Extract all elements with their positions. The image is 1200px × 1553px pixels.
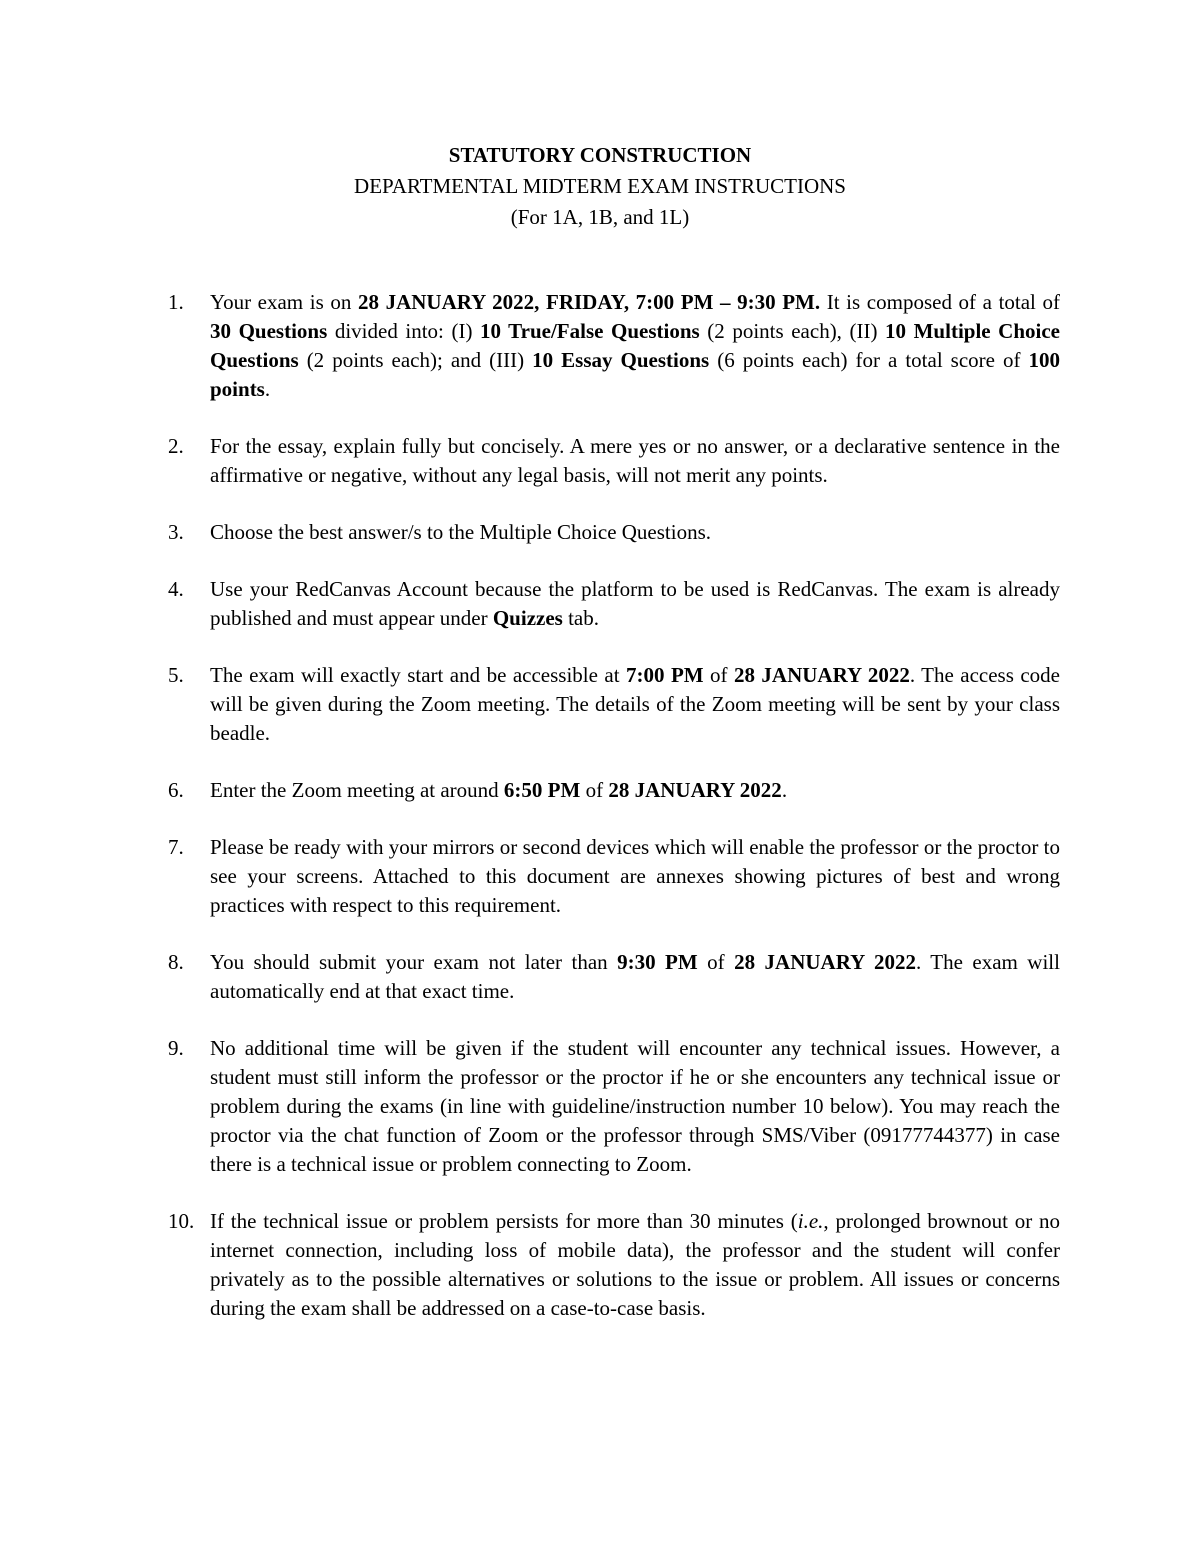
- instruction-item: [168, 833, 1060, 920]
- instruction-item: [168, 661, 1060, 748]
- text-segment: . The access code will be given during the Zoom meeting. The details of the Zoom meeting will be sent by your class beadle.: [210, 663, 1060, 745]
- text-segment: Use your RedCanvas Account because the platform to be used is RedCanvas. The exam is already published and must appear under: [210, 577, 1060, 630]
- instruction-number: 7.: [168, 835, 184, 859]
- emphasis-text: 28 JANUARY 2022, FRIDAY, 7:00 PM – 9:30 PM.: [357, 290, 821, 314]
- text-segment: Your exam is on: [210, 290, 358, 314]
- text-segment: , prolonged brownout or no internet connection, including loss of mobile data), the professor and the student will confer privately as to the possible alternatives or solutions to the issue or problem. All issues or concerns during the exam shall be addressed on a case-to-case basis.: [210, 1209, 1060, 1320]
- emphasis-text: 7:00 PM: [626, 663, 704, 687]
- instruction-number: 4.: [168, 577, 184, 601]
- text-segment: If the technical issue or problem persists for more than 30 minutes (: [210, 1209, 798, 1233]
- instruction-item: [168, 288, 1060, 404]
- text-segment: of: [703, 663, 734, 687]
- text-segment: Enter the Zoom meeting at around: [210, 778, 504, 802]
- instruction-text: [210, 661, 1060, 748]
- emphasis-text: 10 Multiple Choice Questions: [210, 319, 1060, 372]
- instruction-item: [168, 1207, 1060, 1323]
- instruction-number: 10.: [168, 1209, 195, 1233]
- instruction-number: 5.: [168, 663, 184, 687]
- text-segment: . The exam will automatically end at that exact time.: [210, 950, 1060, 1003]
- document-header: [0, 140, 1200, 233]
- text-segment: (2 points each); and (III): [298, 348, 533, 372]
- instruction-text: [210, 432, 1060, 490]
- text-segment: You should submit your exam not later than: [210, 950, 618, 974]
- instruction-number: 1.: [168, 290, 184, 314]
- emphasis-text: 9:30 PM: [617, 950, 698, 974]
- text-segment: Choose the best answer/s to the Multiple Choice Questions.: [210, 520, 712, 544]
- emphasis-text: 30 Questions: [210, 319, 328, 343]
- instruction-text: [210, 948, 1060, 1006]
- emphasis-text: 6:50 PM: [503, 778, 581, 802]
- text-segment: .: [781, 778, 788, 802]
- instruction-list: [168, 288, 1060, 1351]
- text-segment: divided into: (I): [327, 319, 480, 343]
- document-title: STATUTORY CONSTRUCTION: [448, 143, 752, 167]
- text-segment: The exam will exactly start and be accessible at: [210, 663, 626, 687]
- instruction-number: 3.: [168, 520, 184, 544]
- instruction-number: 6.: [168, 778, 184, 802]
- emphasis-text: 28 JANUARY 2022: [608, 778, 782, 802]
- instruction-item: [168, 575, 1060, 633]
- text-segment: .: [264, 377, 271, 401]
- instruction-text: [210, 288, 1060, 404]
- instruction-text: [210, 1034, 1060, 1179]
- emphasis-text: 10 Essay Questions: [532, 348, 710, 372]
- document-subtitle: DEPARTMENTAL MIDTERM EXAM INSTRUCTIONS: [354, 174, 846, 198]
- instruction-text: [210, 776, 1060, 805]
- text-segment: For the essay, explain fully but concisely. A mere yes or no answer, or a declarative sentence in the affirmative or negative, without any legal basis, will not merit any points.: [210, 434, 1060, 487]
- emphasis-text: 10 True/False Questions: [480, 319, 700, 343]
- instruction-text: [210, 1207, 1060, 1323]
- italic-text: i.e.: [797, 1209, 824, 1233]
- text-segment: of: [697, 950, 735, 974]
- text-segment: Please be ready with your mirrors or second devices which will enable the professor or the proctor to see your screens. Attached to this document are annexes showing pictures of best and wrong practices with respect to this requirement.: [210, 835, 1060, 917]
- text-segment: It is composed of a total of: [820, 290, 1060, 314]
- text-segment: (2 points each), (II): [699, 319, 886, 343]
- emphasis-text: 28 JANUARY 2022: [733, 663, 910, 687]
- instruction-text: [210, 518, 1060, 547]
- text-segment: (6 points each) for a total score of: [709, 348, 1029, 372]
- instruction-number: 2.: [168, 434, 184, 458]
- emphasis-text: Quizzes: [492, 606, 563, 630]
- text-segment: of: [580, 778, 609, 802]
- instruction-number: 9.: [168, 1036, 184, 1060]
- text-segment: No additional time will be given if the student will encounter any technical issues. However, a student must still inform the professor or the proctor if he or she encounters any technical issue or problem during the exams (in line with guideline/instruction number 10 below). You may reach the proctor via the chat function of Zoom or the professor through SMS/Viber (09177744377) in case there is a technical issue or problem connecting to Zoom.: [210, 1036, 1060, 1176]
- text-segment: tab.: [562, 606, 599, 630]
- instruction-item: [168, 776, 1060, 805]
- emphasis-text: 28 JANUARY 2022: [734, 950, 916, 974]
- instruction-item: [168, 1034, 1060, 1179]
- instruction-item: [168, 518, 1060, 547]
- document-sections: (For 1A, 1B, and 1L): [510, 205, 690, 229]
- instruction-text: [210, 575, 1060, 633]
- instruction-number: 8.: [168, 950, 184, 974]
- instruction-text: [210, 833, 1060, 920]
- instruction-item: [168, 432, 1060, 490]
- instruction-item: [168, 948, 1060, 1006]
- emphasis-text: 100 points: [210, 348, 1060, 401]
